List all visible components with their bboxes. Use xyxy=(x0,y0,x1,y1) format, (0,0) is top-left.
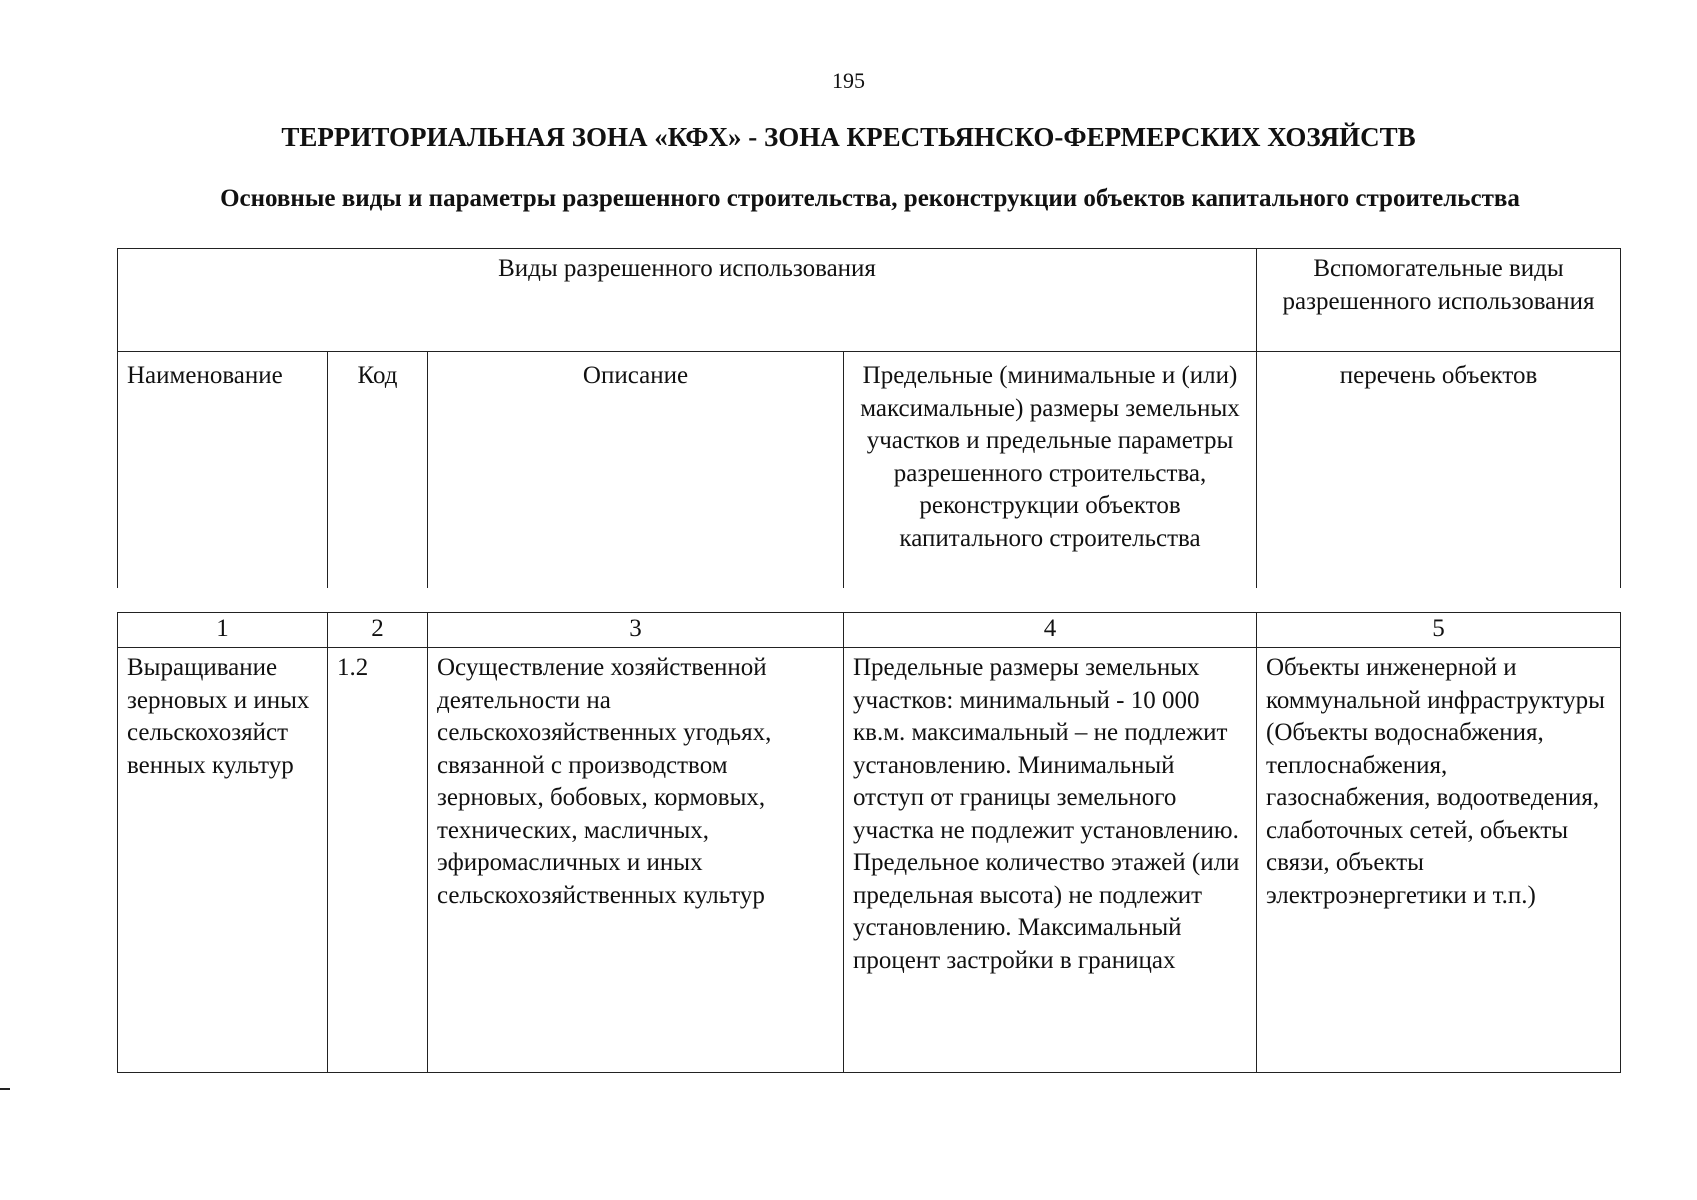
margin-mark xyxy=(0,1088,10,1090)
row-description: Осуществление хозяйственной деятельности на сельскохозяйственных угодьях, связанной с производством зерновых, бобовых, кормовых, технических, масличных, эфиромасличных и иных сельскохозяйственных культур xyxy=(428,648,844,1073)
page-number: 195 xyxy=(832,68,865,93)
header-object-list: перечень объектов xyxy=(1257,352,1621,589)
row-auxiliary: Объекты инженерной и коммунальной инфраструктуры (Объекты водоснабжения, теплоснабжения, газоснабжения, водоотведения, слаботочных сетей, объекты связи, объекты электроэнергетики и т.п.) xyxy=(1257,648,1621,1073)
row-parameters: Предельные размеры земельных участков: минимальный - 10 000 кв.м. максимальный – не подлежит установлению. Минимальный отступ от границы земельного участка не подлежит установлению. Предельное количество этажей (или предельная высота) не подлежит установлению. Максимальный процент застройки в границах xyxy=(844,648,1257,1073)
table-row xyxy=(118,648,1621,1073)
header-code: Код xyxy=(328,352,428,589)
data-table xyxy=(117,612,1621,1073)
column-number: 2 xyxy=(328,613,428,648)
header-description: Описание xyxy=(428,352,844,589)
column-number-row xyxy=(118,613,1621,648)
section-subtitle: Основные виды и параметры разрешенного строительства, реконструкции объектов капитального строительства xyxy=(220,185,1520,212)
row-code: 1.2 xyxy=(328,648,428,1073)
header-name: Наименование xyxy=(118,352,328,589)
column-number: 1 xyxy=(118,613,328,648)
header-group-main: Виды разрешенного использования xyxy=(118,249,1257,352)
column-number: 4 xyxy=(844,613,1257,648)
header-parameters: Предельные (минимальные и (или) максимальные) размеры земельных участков и предельные параметры разрешенного строительства, реконструкции объектов капитального строительства xyxy=(844,352,1257,589)
page-title: ТЕРРИТОРИАЛЬНАЯ ЗОНА «КФХ» - ЗОНА КРЕСТЬЯНСКО-ФЕРМЕРСКИХ ХОЗЯЙСТВ xyxy=(281,122,1416,152)
header-group-auxiliary: Вспомогательные виды разрешенного использования xyxy=(1257,249,1621,352)
column-number: 3 xyxy=(428,613,844,648)
header-table xyxy=(117,248,1621,588)
row-name: Выращивание зерновых и иных сельскохозяйст венных культур xyxy=(118,648,328,1073)
column-number: 5 xyxy=(1257,613,1621,648)
